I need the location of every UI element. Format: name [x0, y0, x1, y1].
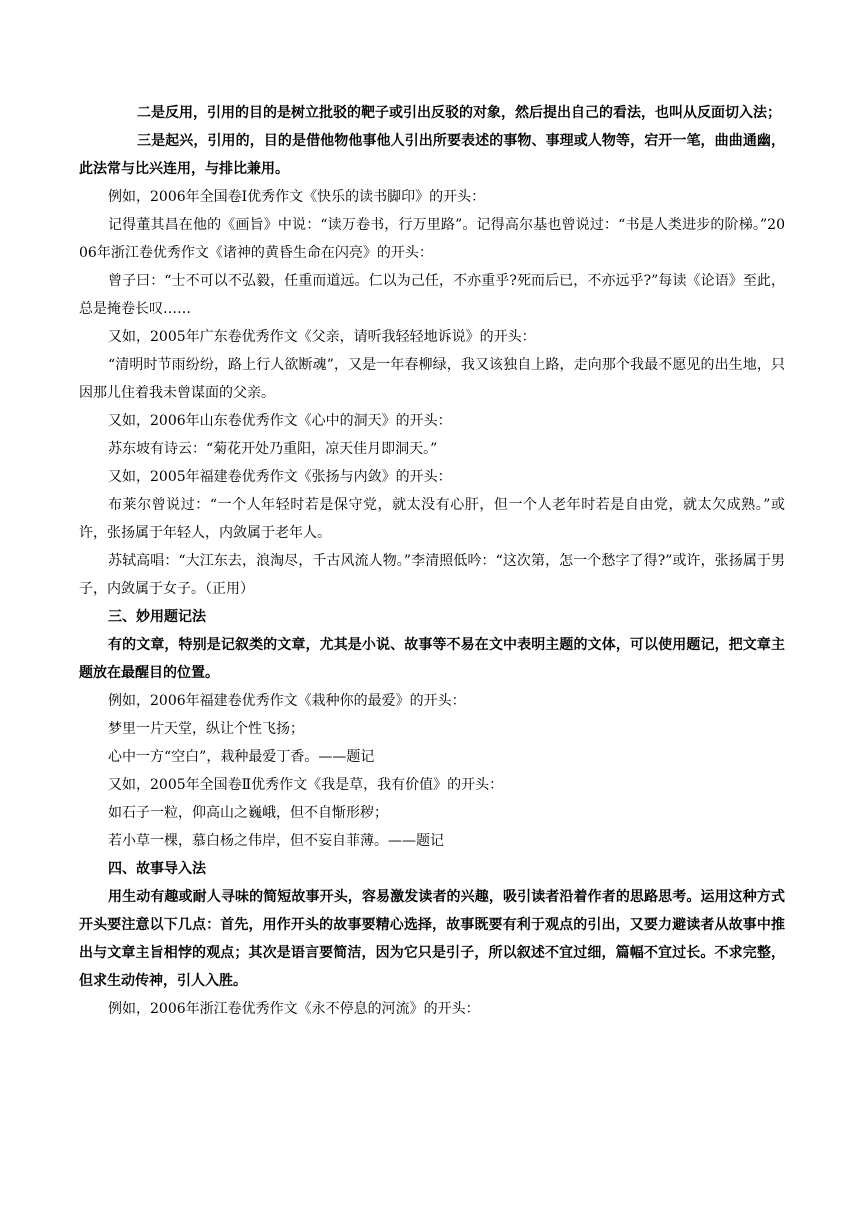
bold-paragraph: 三、妙用题记法 [108, 609, 206, 625]
bold-paragraph: 四、故事导入法 [108, 861, 206, 877]
paragraph: 又如，2005年广东卷优秀作文《父亲，请听我轻轻地诉说》的开头： [108, 329, 536, 345]
paragraph: 心中一方“空白”，栽种最爱丁香。——题记 [108, 749, 375, 765]
paragraph: 记得董其昌在他的《画旨》中说：“读万卷书，行万里路”。记得高尔基也曾说过：“书是人类进步的阶梯。”2006年浙江卷优秀作文《诸神的黄昏生命在闪亮》的开头： [79, 217, 785, 261]
bold-paragraph: 三是起兴，引用的，目的是借他物他事他人引出所要表述的事物、事理或人物等，宕开一笔，曲曲通幽，此法常与比兴连用，与排比兼用。 [79, 133, 785, 177]
bold-paragraph: 二是反用，引用的目的是树立批驳的靶子或引出反驳的对象，然后提出自己的看法，也叫从反面切入法； [137, 105, 781, 121]
bold-paragraph: 有的文章，特别是记叙类的文章，尤其是小说、故事等不易在文中表明主题的文体，可以使用题记，把文章主题放在最醒目的位置。 [79, 637, 785, 681]
paragraph: 若小草一棵，慕白杨之伟岸，但不妄自菲薄。——题记 [108, 833, 444, 849]
paragraph: 又如，2005年全国卷Ⅱ优秀作文《我是草，我有价值》的开头： [108, 777, 504, 793]
paragraph: 例如，2006年福建卷优秀作文《栽种你的最爱》的开头： [108, 693, 466, 709]
paragraph: 如石子一粒，仰高山之巍峨，但不自惭形秽； [108, 805, 388, 821]
paragraph: 例如，2006年全国卷Ⅰ优秀作文《快乐的读书脚印》的开头： [108, 189, 486, 205]
paragraph: 又如，2006年山东卷优秀作文《心中的洞天》的开头： [108, 413, 452, 429]
paragraph: 苏东坡有诗云：“菊花开处乃重阳，凉天佳月即洞天。” [108, 441, 438, 457]
paragraph: 又如，2005年福建卷优秀作文《张扬与内敛》的开头： [108, 469, 452, 485]
paragraph: 布莱尔曾说过：“一个人年轻时若是保守党，就太没有心肝，但一个人老年时若是自由党，就太欠成熟。”或许，张扬属于年轻人，内敛属于老年人。 [79, 497, 785, 541]
document-body [79, 99, 785, 1023]
paragraph: 梦里一片天堂，纵让个性飞扬； [108, 721, 304, 737]
paragraph: “清明时节雨纷纷，路上行人欲断魂”，又是一年春柳绿，我又该独自上路，走向那个我最不愿见的出生地，只因那儿住着我未曾谋面的父亲。 [79, 357, 785, 401]
bold-paragraph: 用生动有趣或耐人寻味的简短故事开头，容易激发读者的兴趣，吸引读者沿着作者的思路思考。运用这种方式开头要注意以下几点：首先，用作开头的故事要精心选择，故事既要有利于观点的引出，又要力避读者从故事中推出与文章主旨相悖的观点；其次是语言要简洁，因为它只是引子，所以叙述不宜过细，篇幅不宜过长。不求完整，但求生动传神，引人入胜。 [79, 889, 785, 989]
paragraph: 曾子曰：“士不可以不弘毅，任重而道远。仁以为己任，不亦重乎?死而后已，不亦远乎?”每读《论语》至此，总是掩卷长叹…… [79, 273, 785, 317]
paragraph: 例如，2006年浙江卷优秀作文《永不停息的河流》的开头： [108, 1001, 480, 1017]
paragraph: 苏轼高唱：“大江东去，浪淘尽，千古风流人物。”李清照低吟：“这次第，怎一个愁字了得?”或许，张扬属于男子，内敛属于女子。（正用） [79, 553, 785, 597]
